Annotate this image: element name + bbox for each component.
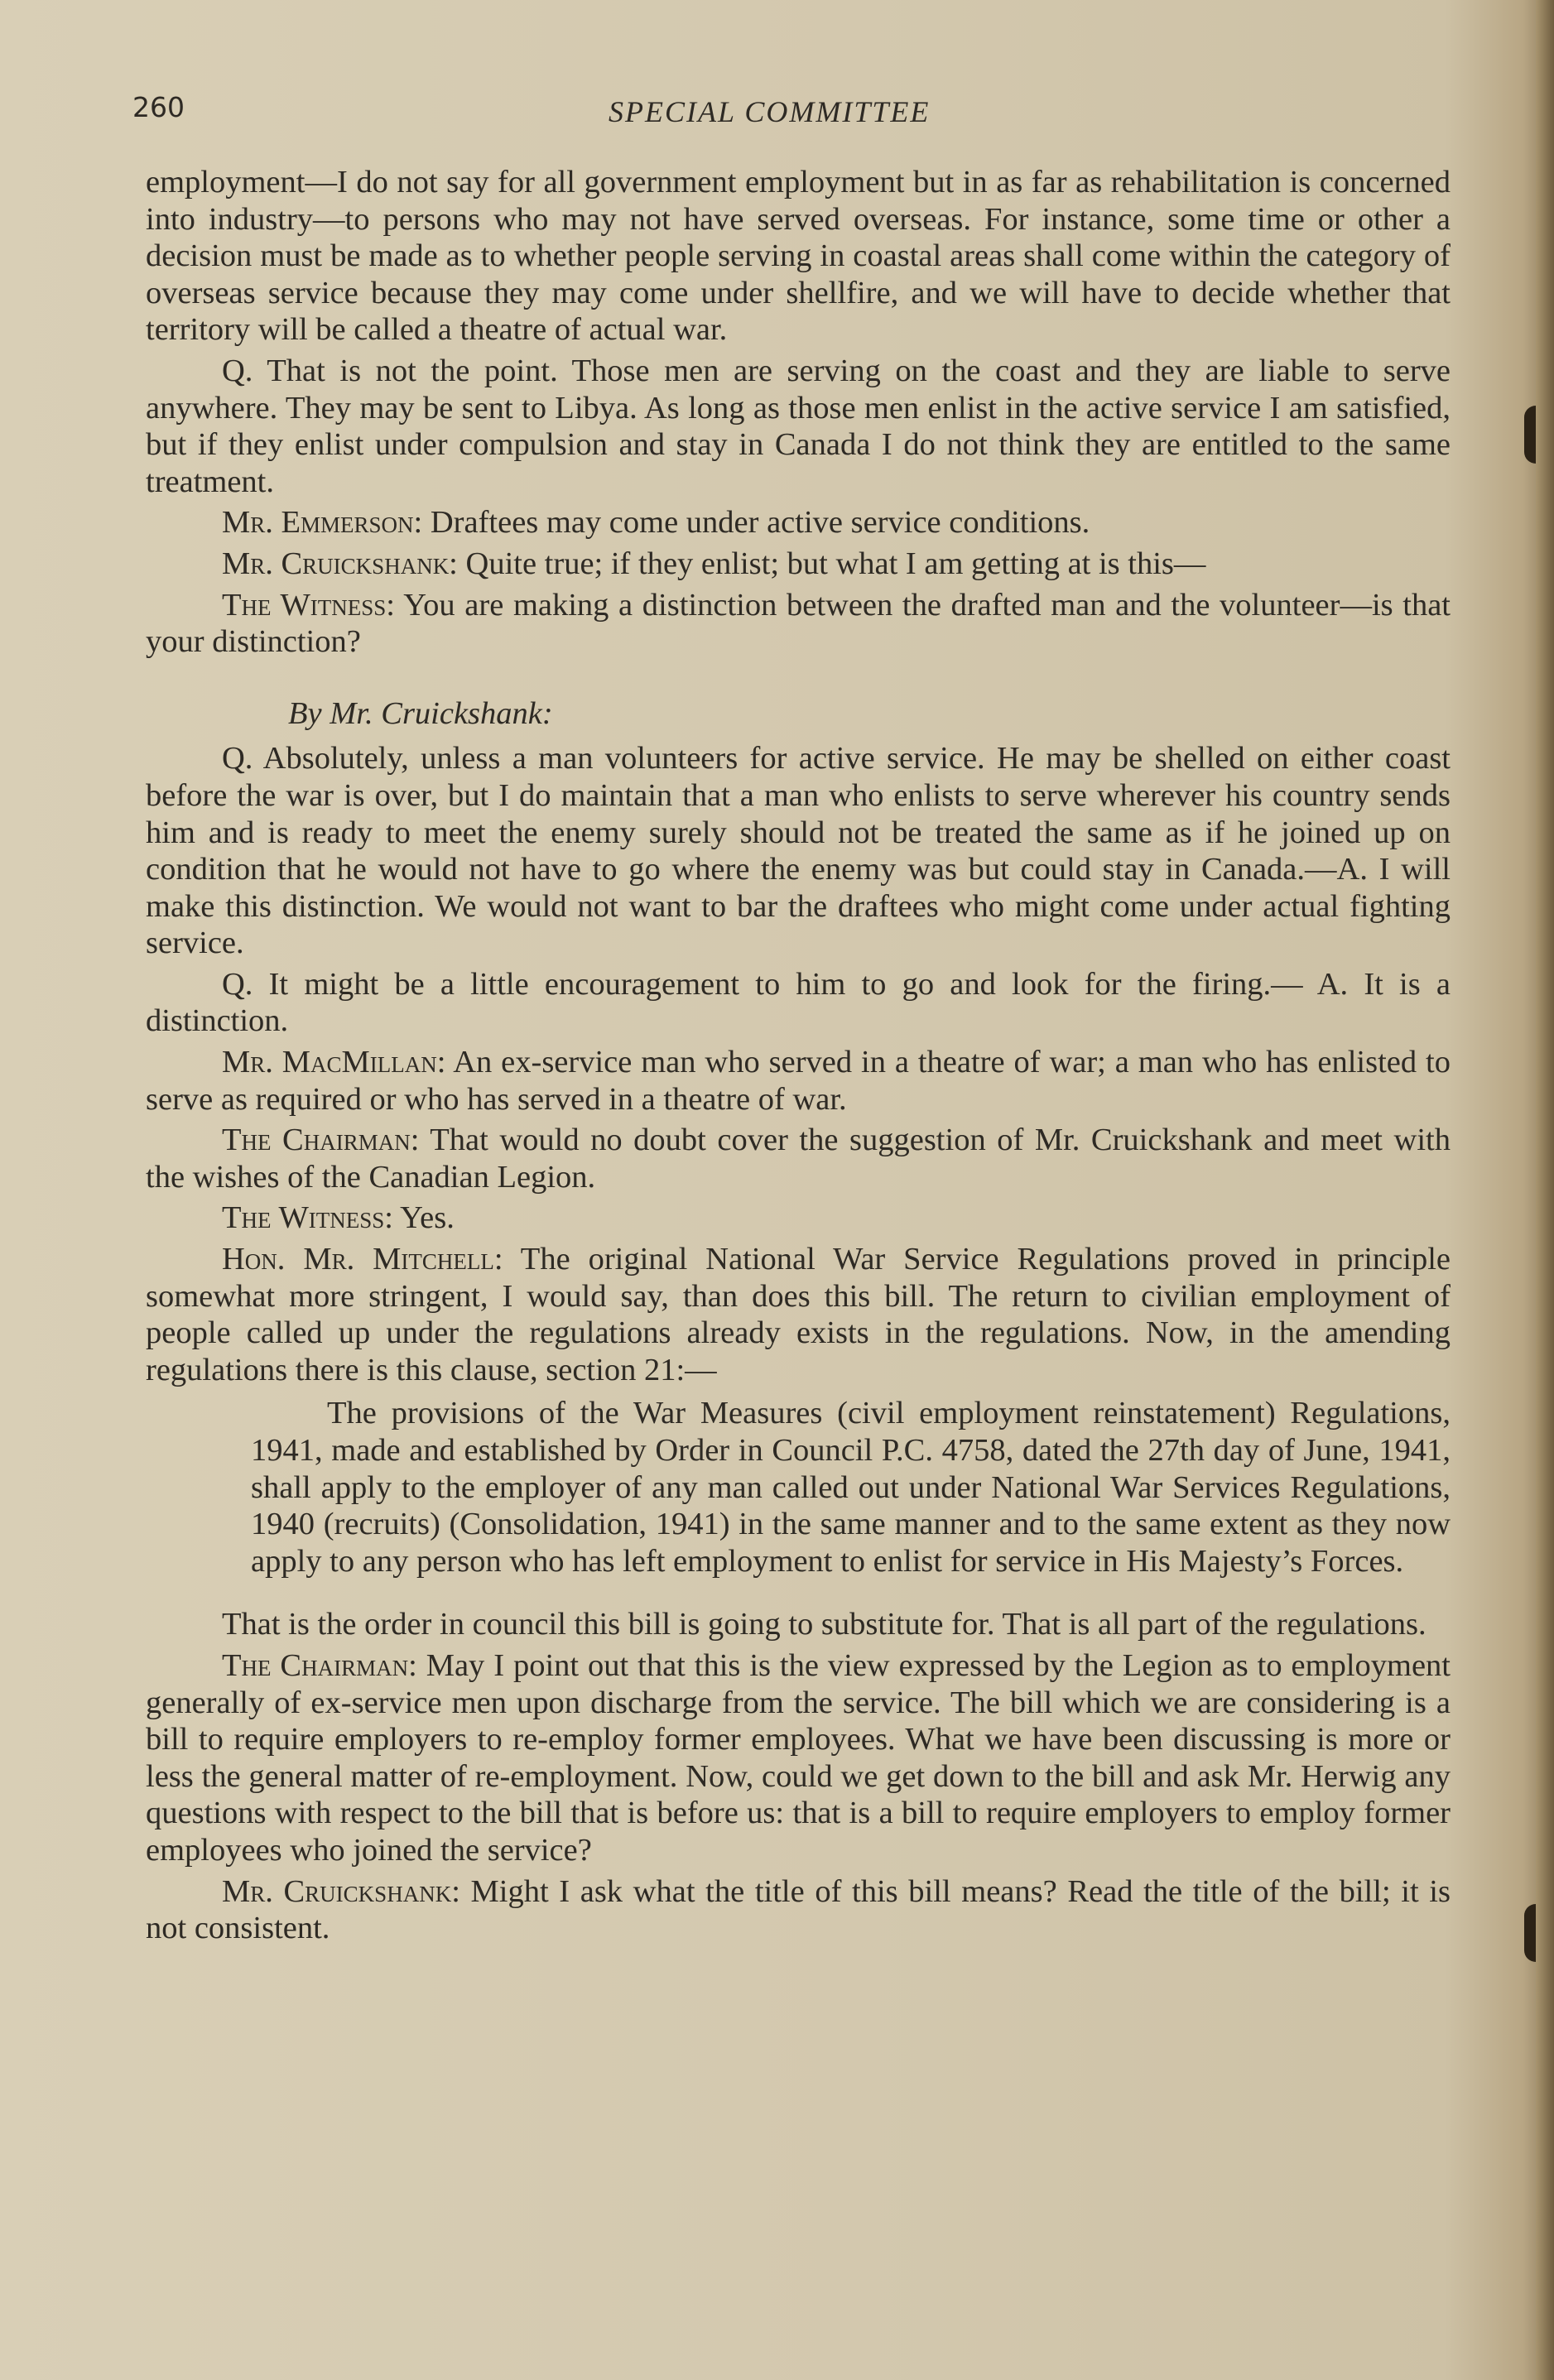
quoted-regulation: The provisions of the War Measures (civil employment reinstatement) Regulations, 1941, made and established by Order in Council P.C. 4758, dated the 27th day of June, 1941, shall apply to the employer of any man called out under National War Services Regulations, 1940 (recruits) (Consolidation, 1941) in the same manner and to the same extent as they now apply to any person who has left employment to enlist for service in His Majesty’s Forces. xyxy=(251,1396,1451,1579)
speaker-name: Hon. Mr. Mitchell: xyxy=(222,1242,503,1277)
paragraph xyxy=(146,546,1451,583)
paragraph: employment—I do not say for all government employment but in as far as rehabilitation is concerned into industry—to persons who may not have served overseas. For instance, some time or other a decision must be made as to whether people serving in coastal areas shall come within the category of overseas service because they may come under shellfire, and we will have to decide whether that territory will be called a theatre of actual war. xyxy=(146,165,1451,348)
speech-text: The original National War Service Regulations proved in principle somewhat more stringent, I would say, than does this bill. The return to civilian employment of people called up under the regulations already exists in the regulations. Now, in the amending regulations there is this clause, section 21:— xyxy=(146,1242,1451,1387)
block-quote xyxy=(251,1395,1451,1579)
binding-tab-lower xyxy=(1524,1904,1546,1962)
examiner-byline: By Mr. Cruickshank: xyxy=(288,695,553,731)
page-header xyxy=(132,91,1457,141)
speaker-name: Mr. MacMillan: xyxy=(222,1045,446,1080)
binding-tab-upper xyxy=(1524,406,1546,464)
paragraph xyxy=(146,1873,1451,1947)
paragraph xyxy=(146,1241,1451,1388)
speech-text: An ex-service man who served in a theatre of war; a man who has enlisted to serve as required or who has served in a theatre of war. xyxy=(146,1045,1451,1117)
speaker-name: Mr. Emmerson: xyxy=(222,505,423,541)
paragraph xyxy=(146,504,1451,541)
paragraph: Q. It might be a little encouragement to him to go and look for the firing.— A. It is a distinction. xyxy=(146,966,1451,1039)
speaker-name: The Witness: xyxy=(222,587,395,623)
speaker-name: The Chairman: xyxy=(222,1647,417,1683)
paragraph xyxy=(146,587,1451,661)
speaker-name: Mr. Cruickshank: xyxy=(222,546,458,581)
speech-text: Quite true; if they enlist; but what I am getting at is this— xyxy=(457,546,1206,581)
speech-text: Yes. xyxy=(392,1200,455,1236)
paragraph xyxy=(146,1200,1451,1237)
speech-text: Might I ask what the title of this bill means? Read the title of the bill; it is not consistent. xyxy=(146,1873,1451,1946)
paragraph xyxy=(146,1647,1451,1869)
speaker-name: Mr. Cruickshank: xyxy=(222,1873,460,1909)
speech-text: May I point out that this is the view expressed by the Legion as to employment generally of ex-service men upon discharge from the service. The bill which we are considering is a bill to require employers to re-employ former employees. What we have been discussing is more or less the general matter of re-employment. Now, could we get down to the bill and ask Mr. Herwig any questions with respect to the bill that is before us: that is a bill to require employers to employ former employees who joined the service? xyxy=(146,1647,1451,1868)
paragraph: That is the order in council this bill is going to substitute for. That is all part of the regulations. xyxy=(222,1607,1427,1642)
paragraph xyxy=(146,1044,1451,1118)
page-body xyxy=(146,164,1451,1951)
speech-text: That would no doubt cover the suggestion of Mr. Cruickshank and meet with the wishes of the Canadian Legion. xyxy=(146,1123,1451,1195)
speaker-name: The Chairman: xyxy=(222,1123,420,1158)
paragraph: Q. Absolutely, unless a man volunteers for active service. He may be shelled on either coast before the war is over, but I do maintain that a man who enlists to serve wherever his country sends him and is ready to meet the enemy surely should not be treated the same as if he joined up on condition that he would not have to go where the enemy was but could stay in Canada.—A. I will make this distinction. We would not want to bar the draftees who might come under actual fighting service. xyxy=(146,741,1451,961)
paragraph: Q. That is not the point. Those men are serving on the coast and they are liable to serve anywhere. They may be sent to Libya. As long as those men enlist in the active service I am satisfied, but if they enlist under compulsion and stay in Canada I do not think they are entitled to the same treatment. xyxy=(146,353,1451,499)
page-number: 260 xyxy=(132,91,185,123)
speech-text: Draftees may come under active service conditions. xyxy=(422,505,1090,541)
speaker-name: The Witness: xyxy=(222,1200,393,1236)
running-title: SPECIAL COMMITTEE xyxy=(609,95,931,128)
paragraph xyxy=(146,1122,1451,1195)
speech-text: You are making a distinction between the drafted man and the volunteer—is that your distinction? xyxy=(146,587,1451,660)
